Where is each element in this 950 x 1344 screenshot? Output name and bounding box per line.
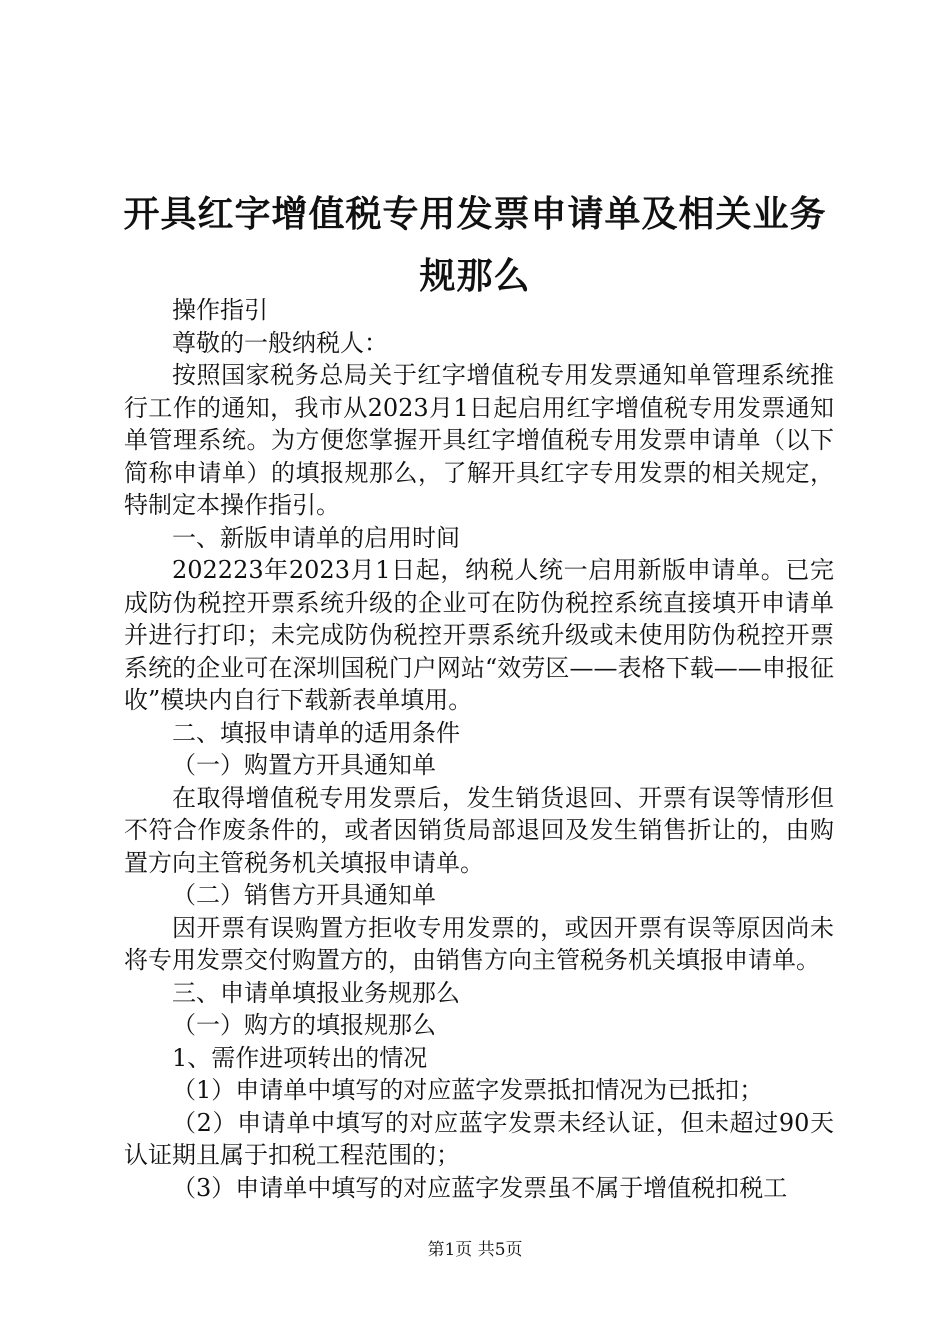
list-item-2: （2）申请单中填写的对应蓝字发票未经认证，但未超过90天认证期且属于扣税工程范围的；: [124, 1108, 834, 1169]
list-item-3: （3）申请单中填写的对应蓝字发票虽不属于增值税扣税工: [172, 1173, 788, 1202]
subsection-heading-3-1: （一）购方的填报规那么: [172, 1011, 436, 1039]
paragraph-2-2: 因开票有误购置方拒收专用发票的，或因开票有误等原因尚未将专用发票交付购置方的，由销售方向主管税务机关填报申请单。: [124, 913, 834, 974]
document-title: 开具红字增值税专用发票申请单及相关业务规那么: [123, 194, 827, 297]
section-heading-3: 三、申请单填报业务规那么: [172, 978, 460, 1007]
document-body: [124, 294, 834, 1204]
subsection-heading-2-1: （一）购置方开具通知单: [172, 751, 436, 779]
page-footer: 第1页 共5页: [427, 1240, 523, 1260]
item-heading-3-1-1: 1、需作进项转出的情况: [172, 1043, 428, 1072]
paragraph-salutation: 尊敬的一般纳税人：: [172, 328, 388, 357]
paragraph-intro: 按照国家税务总局关于红字增值税专用发票通知单管理系统推行工作的通知，我市从2023月1日起启用红字增值税专用发票通知单管理系统。为方便您掌握开具红字增值税专用发票申请单（以下简称申请单）的填报规那么，了解开具红字专用发票的相关规定，特制定本操作指引。: [124, 361, 834, 519]
list-item-1: （1）申请单中填写的对应蓝字发票抵扣情况为已抵扣；: [172, 1076, 764, 1104]
paragraph-section-1: 202223年2023月1日起，纳税人统一启用新版申请单。已完成防伪税控开票系统升级的企业可在防伪税控系统直接填开申请单并进行打印；未完成防伪税控开票系统升级或未使用防伪税控开票系统的企业可在深圳国税门户网站“效劳区——表格下载——申报征收”模块内自行下载新表单填用。: [124, 556, 834, 714]
section-heading-1: 一、新版申请单的启用时间: [172, 523, 460, 552]
subsection-heading-2-2: （二）销售方开具通知单: [172, 881, 436, 909]
paragraph-guide-label: 操作指引: [172, 296, 268, 324]
section-heading-2: 二、填报申请单的适用条件: [172, 718, 460, 747]
paragraph-2-1: 在取得增值税专用发票后，发生销货退回、开票有误等情形但不符合作废条件的，或者因销货局部退回及发生销售折让的，由购置方向主管税务机关填报申请单。: [124, 783, 834, 877]
